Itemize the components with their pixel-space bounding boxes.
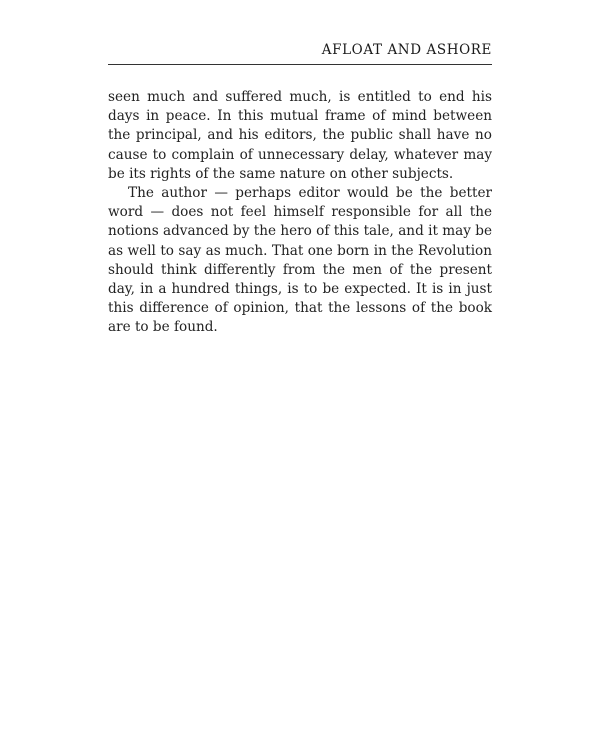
paragraph-author-note: The author — perhaps editor would be the better word — does not feel himself responsible for all the notions advanced by the hero of this tale, and it may be as well to say as much. That one born in the Revolution should think differently from the men of the present day, in a hundred things, is to be expected. It is in just this difference of opinion, that the lessons of the book are to be found. <box>108 185 492 336</box>
body-text <box>108 88 492 338</box>
paragraph-continuation: seen much and suffered much, is entitled to end his days in peace. In this mutual frame of mind between the principal, and his editors, the public shall have no cause to complain of unnecessary delay, whatever may be its rights of the same nature on other subjects. <box>108 89 492 182</box>
running-header <box>108 40 492 65</box>
running-header-title: AFLOAT AND ASHORE <box>321 42 492 58</box>
